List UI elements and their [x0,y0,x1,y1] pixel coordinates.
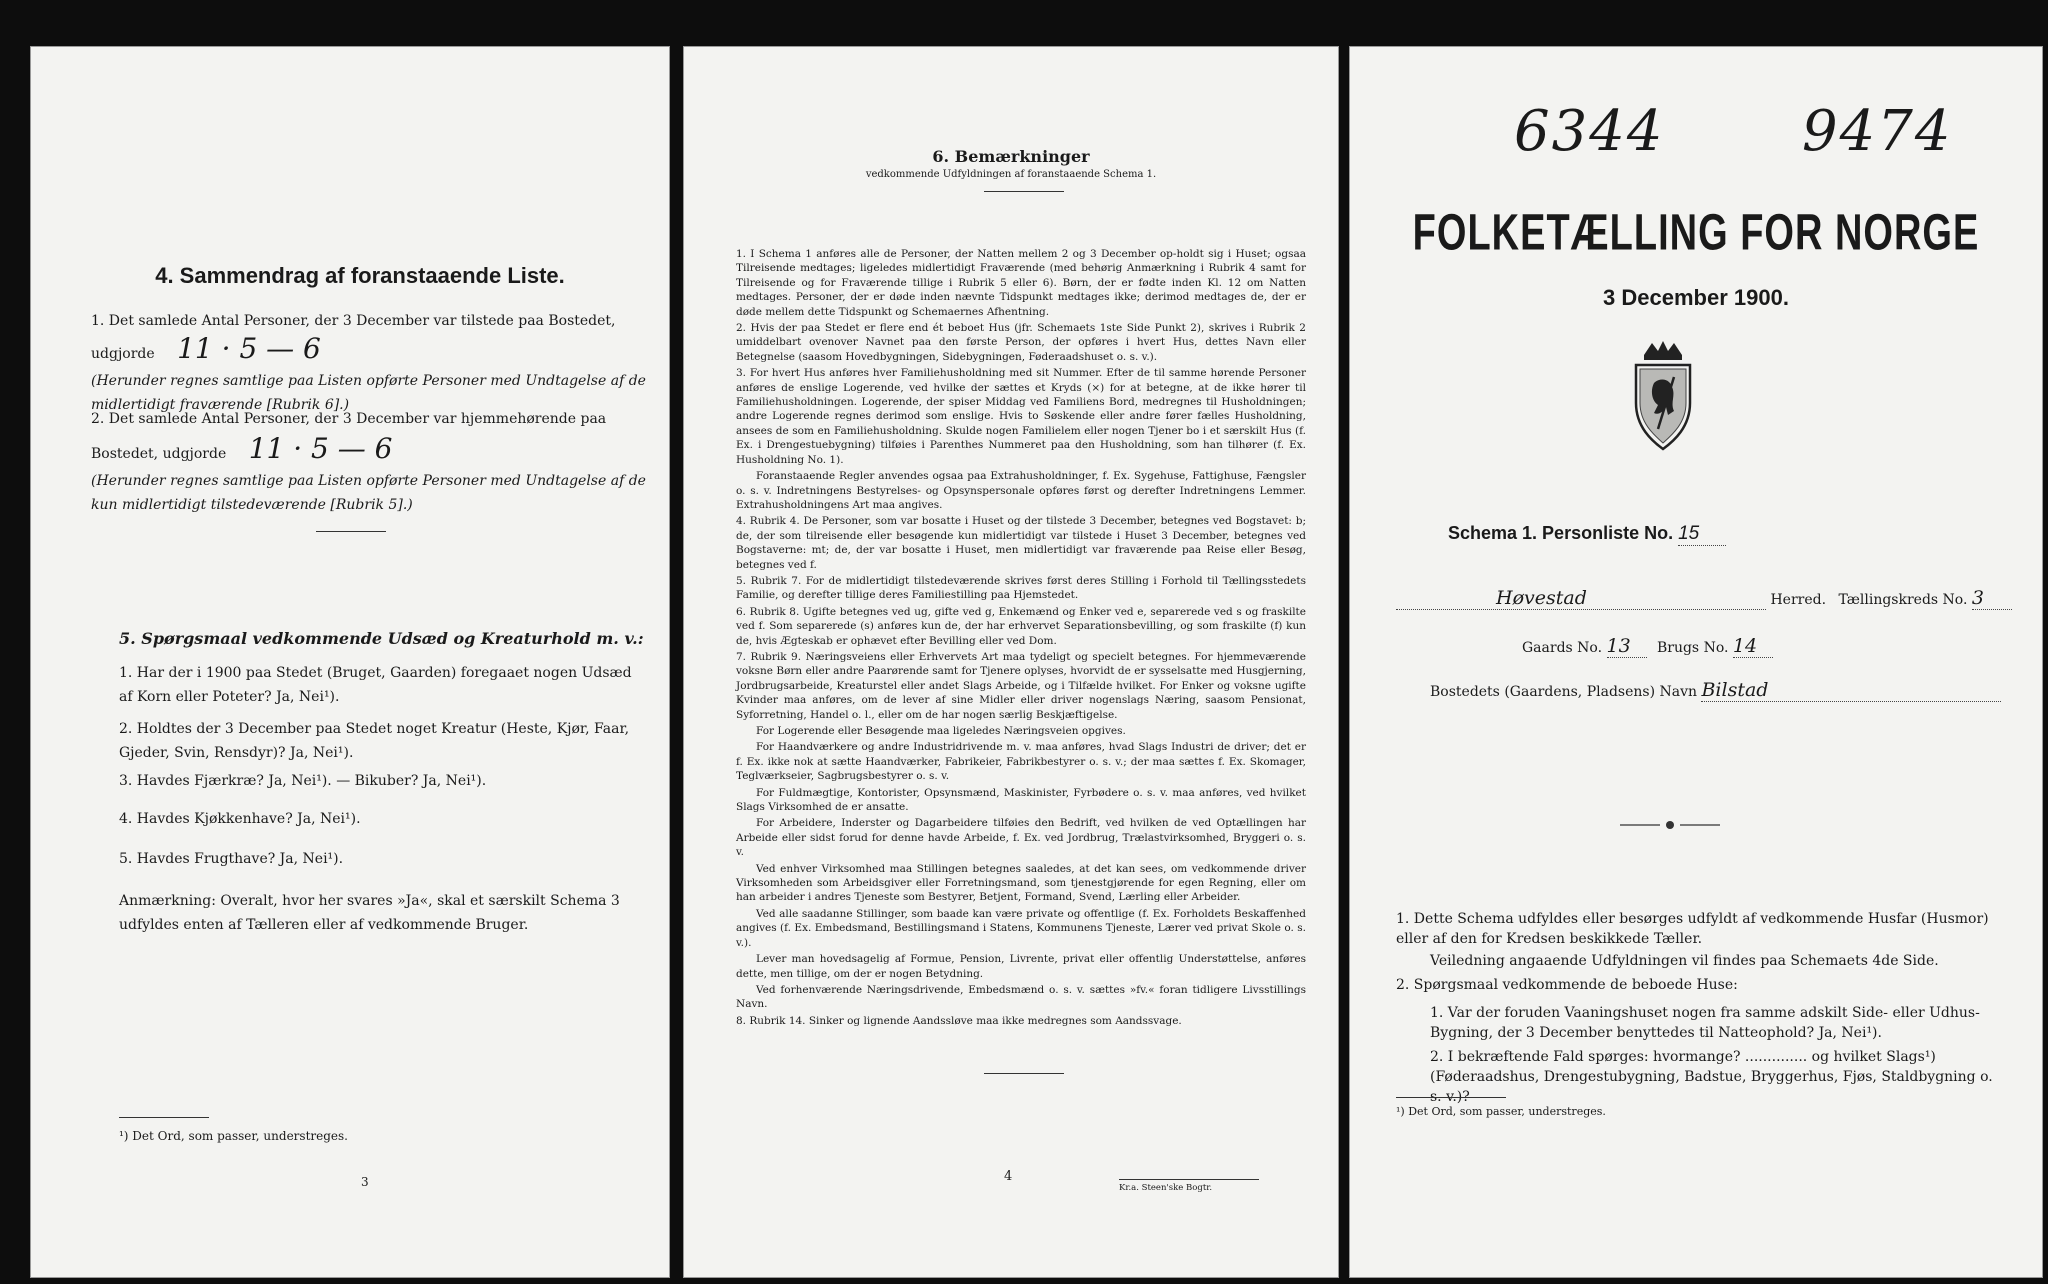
remarks-subtitle: vedkommende Udfyldningen af foranstaaende Schema 1. [865,169,1157,180]
gaards-label: Gaards No. [1522,640,1603,656]
remark-paragraph: For Fuldmægtige, Kontorister, Opsynsmænd, Maskinister, Fyrbødere o. s. v. maa anføres, ved hvilket Slags Virksomhed de er ansatte. [736,786,1306,814]
herred-value: Høvestad [1396,587,1766,610]
question-1: 1. Har der i 1900 paa Stedet (Bruget, Gaarden) foregaaet nogen Udsæd af Korn eller Poteter? Ja, Nei¹). [119,665,632,705]
bosted-value: Bilstad [1701,679,2001,702]
schema-label [1448,523,1726,546]
archive-number-left: 6344 [1514,99,1665,164]
remark-paragraph: Ved enhver Virksomhed maa Stillingen betegnes saaledes, at det kan sees, om vedkommende driver Virksomheden som Arbeidsgiver eller Forretningsmand, som tjenestgjørende for egen Regning, eller om han arbeider i andres Tjeneste som Bestyrer, Betjent, Formand, Svend, Lærling eller Arbeider. [736,862,1306,904]
udgjorde-label: udgjorde [91,346,155,362]
page-number: 4 [1004,1169,1013,1184]
remark-paragraph: 6. Rubrik 8. Ugifte betegnes ved ug, gifte ved g, Enkemænd og Enker ved e, separerede ved s og fraskilte ved f. Som separerede (s) anføres kun de, der har erhvervet Separationsbevilling, og som fraskilte (f) kun de, hvis Ægteskab er ophævet efter Bevilling eller ved Dom. [736,605,1306,647]
remark-paragraph: 7. Rubrik 9. Næringsveiens eller Erhvervets Art maa tydeligt og specielt betegnes. For hjemmeværende voksne Børn eller andre Paarørende samt for Tjenere oplyses, hvorvidt de er sysselsatte med Husgjerning, Jordbrugsarbeide, Kreaturstel eller andet Slags Arbeide, og i Tilfælde hvilket. For Enker og voksne ugifte Kvinder maa anføres, om de lever af sine Midler eller driver nogenslags Næring, saasom Pensionat, Syforretning, Handel o. l., eller om de har nogen særlig Beskjæftigelse. [736,650,1306,721]
kreds-label: Tællingskreds No. [1838,592,1968,608]
printer-imprint: Kr.a. Steen'ske Bogtr. [1119,1183,1213,1193]
divider [316,531,386,532]
gaard-line [1522,635,1773,658]
remark-paragraph: 2. Hvis der paa Stedet er flere end ét beboet Hus (jfr. Schemaets 1ste Side Punkt 2), skrives i Rubrik 2 umiddelbart ovenover Navnet paa den første Person, der opføres i hvert Hus, dettes Navn eller Betegnelse (saasom Hovedbygningen, Sidebygningen, Føderaadshuset o. s. v.). [736,322,1306,363]
remarks-title: 6. Bemærkninger [932,147,1090,166]
brugs-label: Brugs No. [1656,640,1729,656]
handwritten-count-1: 11 · 5 — 6 [177,332,321,365]
census-title: FOLKETÆLLING FOR NORGE [1412,205,1980,262]
instruction-2-1: 1. Var der foruden Vaaningshuset nogen fra samme adskilt Side- eller Udhus-Bygning, der 3 December benyttedes til Natteophold? Ja, Nei¹). [1430,1005,1980,1041]
remark: Anmærkning: Overalt, hvor her svares »Ja«, skal et særskilt Schema 3 udfyldes enten af Tælleren eller af vedkommende Bruger. [119,893,620,933]
summary-item-2-answer [91,432,651,466]
page-right [1349,46,2043,1278]
herred-label: Herred. [1770,592,1827,608]
question-5: 5. Havdes Frugthave? Ja, Nei¹). [119,851,344,867]
summary-item-2: 2. Det samlede Antal Personer, der 3 December var hjemmehørende paa [91,411,607,427]
page-left [30,46,670,1278]
remark-paragraph: 8. Rubrik 14. Sinker og lignende Aandssløve maa ikke medregnes som Aandssvage. [736,1014,1182,1027]
coat-of-arms-icon [1614,337,1712,457]
herred-line [1396,587,2012,610]
remark-paragraph: Ved forhenværende Næringsdrivende, Embedsmænd o. s. v. sættes »fv.« foran tidligere Livsstillings Navn. [736,983,1306,1011]
remark-paragraph: For Haandværkere og andre Industridrivende m. v. maa anføres, hvad Slags Industri de driver; det er f. Ex. ikke nok at sætte Haandværker, Fabrikeier, Fabrikbestyrer o. s. v.; der maa sættes f. Ex. Skomager, Teglværkseier, Sagbrugsbestyrer o. s. v. [736,741,1306,783]
ornament-divider-icon [1620,819,1720,831]
footnote-rule [1396,1097,1506,1098]
remark-paragraph: 4. Rubrik 4. De Personer, som var bosatte i Huset og der tilstede 3 December, betegnes ved Bogstavet: b; de, der som tilreisende eller besøgende kun midlertidigt var tilstede i Huset 3 December, betegnes ved Bogstaverne: mt; de, der var bosatte i Huset, men midlertidigt var fraværende paa Reise eller Besøg, betegnes ved f. [736,515,1306,571]
summary-item-2-note: (Herunder regnes samtlige paa Listen opførte Personer med Undtagelse af de kun midlertidigt tilstedeværende [Rubrik 5].) [91,473,646,513]
bosted-line [1430,679,2001,702]
bosted-label: Bostedets (Gaardens, Pladsens) Navn [1430,684,1698,700]
page-middle [683,46,1339,1278]
printer-rule [1119,1179,1259,1180]
question-2: 2. Holdtes der 3 December paa Stedet noget Kreatur (Heste, Kjør, Faar, Gjeder, Svin, Rensdyr)? Ja, Nei¹). [119,721,630,761]
remark-paragraph: Foranstaaende Regler anvendes ogsaa paa Extrahusholdninger, f. Ex. Sygehuse, Fattighuse, Fængsler o. s. v. Indretningens Bestyrelses- og Opsynspersonale opføres først og derefter Indretningens Lemmer. Extrahusholdningens Art maa angives. [736,470,1306,511]
personliste-number: 15 [1678,523,1726,546]
divider [984,191,1064,192]
instruction-2: 2. Spørgsmaal vedkommende de beboede Huse: [1396,977,1738,993]
instruction-1: 1. Dette Schema udfyldes eller besørges udfyldt af vedkommende Husfar (Husmor) eller af den for Kredsen beskikkede Tæller. [1396,911,1989,947]
instruction-1-note: Veiledning angaaende Udfyldningen vil findes paa Schemaets 4de Side. [1430,953,1939,969]
census-date: 3 December 1900. [1603,285,1789,310]
personliste-label: Schema 1. Personliste No. [1448,523,1674,543]
summary-item-1-answer [91,332,651,366]
divider [984,1073,1064,1074]
remark-paragraph: Ved alle saadanne Stillinger, som baade kan være private og offentlige (f. Ex. Forholdets Beskaffenhed angives (f. Ex. Embedsmand, Bestillingsmand i Statens, Kommunens Tjeneste, Lærer ved privat Skole o. s. v.). [736,907,1306,949]
footnote: ¹) Det Ord, som passer, understreges. [1396,1105,1606,1118]
question-3: 3. Havdes Fjærkræ? Ja, Nei¹). — Bikuber? Ja, Nei¹). [119,773,487,789]
section-5-title: 5. Spørgsmaal vedkommende Udsæd og Kreaturhold m. v.: [119,629,644,648]
remark-paragraph: For Logerende eller Besøgende maa ligeledes Næringsveien opgives. [756,725,1126,737]
remark-paragraph: For Arbeidere, Inderster og Dagarbeidere tilføies den Bedrift, ved hvilken de ved Optællingen har Arbeide eller sidst forud for denne havde Arbeide, f. Ex. ved Jordbrug, Trælastvirksomhed, Bryggeri o. s. v. [736,817,1306,859]
question-4: 4. Havdes Kjøkkenhave? Ja, Nei¹). [119,811,361,827]
kreds-value: 3 [1972,587,2012,610]
remark-paragraph: 1. I Schema 1 anføres alle de Personer, der Natten mellem 2 og 3 December op-holdt sig i Huset; ogsaa Tilreisende medtages; ligeledes midlertidigt Fraværende (med behørig Anmærkning i Rubrik 4 samt for Tilreisende og for Fraværende tillige i Rubrik 5 eller 6). Børn, der er fødte inden Kl. 12 om Natten medtages. Personer, der er døde inden nævnte Tidspunkt medtages ikke; derimod medtages de, der er døde mellem dette Tidspunkt og Schemaernes Afhentning. [736,248,1306,318]
footnote: ¹) Det Ord, som passer, understreges. [119,1129,348,1143]
bostedet-label: Bostedet, udgjorde [91,446,227,462]
handwritten-count-2: 11 · 5 — 6 [248,432,393,465]
gaards-value: 13 [1607,635,1647,658]
remark-paragraph: 3. For hvert Hus anføres hver Familiehusholdning med sit Nummer. Efter de til samme hørende Personer anføres de enslige Logerende, ved hvilke der sættes et Kryds (×) for at betegne, at de ikke hører til Familiehusholdningen. Logerende, der spiser Middag ved Familiens Bord, medregnes til Husholdningen; andre Logerende regnes derimod som enslige. Hvis to Søskende eller andre fører fælles Husholdning, ansees de som en Familiehusholdning. Skulde nogen Familielem eller nogen Tjener bo i et særskilt Hus (f. Ex. i Drengestuebygning) tilføies i Parenthes Nummeret paa den Husholdning, som han tilhører (f. Ex. Husholdning No. 1). [736,367,1306,466]
summary-title: 4. Sammendrag af foranstaaende Liste. [155,263,565,288]
page-number: 3 [361,1175,369,1189]
remark-paragraph: Lever man hovedsagelig af Formue, Pension, Livrente, privat eller offentlig Understøttelse, anføres dette, men tillige, om der er nogen Betydning. [736,953,1306,980]
instruction-2-2: 2. I bekræftende Fald spørges: hvormange? .............. og hvilket Slags¹) (Føderaadshus, Drengestubygning, Badstue, Bryggerhus, Fjøs, Staldbygning o. s. v.)? [1430,1049,1993,1105]
remarks-body [736,247,1306,1030]
brugs-value: 14 [1733,635,1773,658]
remark-paragraph: 5. Rubrik 7. For de midlertidigt tilstedeværende skrives først deres Stilling i Forhold til Tællingsstedets Familie, og derefter tillige deres Familiestilling paa Hjemstedet. [736,574,1306,602]
summary-item-1-note: (Herunder regnes samtlige paa Listen opførte Personer med Undtagelse af de midlertidigt fraværende [Rubrik 6].) [91,373,646,413]
archive-number-right: 9474 [1802,99,1953,164]
footnote-rule [119,1117,209,1118]
summary-item-1: 1. Det samlede Antal Personer, der 3 December var tilstede paa Bostedet, [91,313,616,329]
